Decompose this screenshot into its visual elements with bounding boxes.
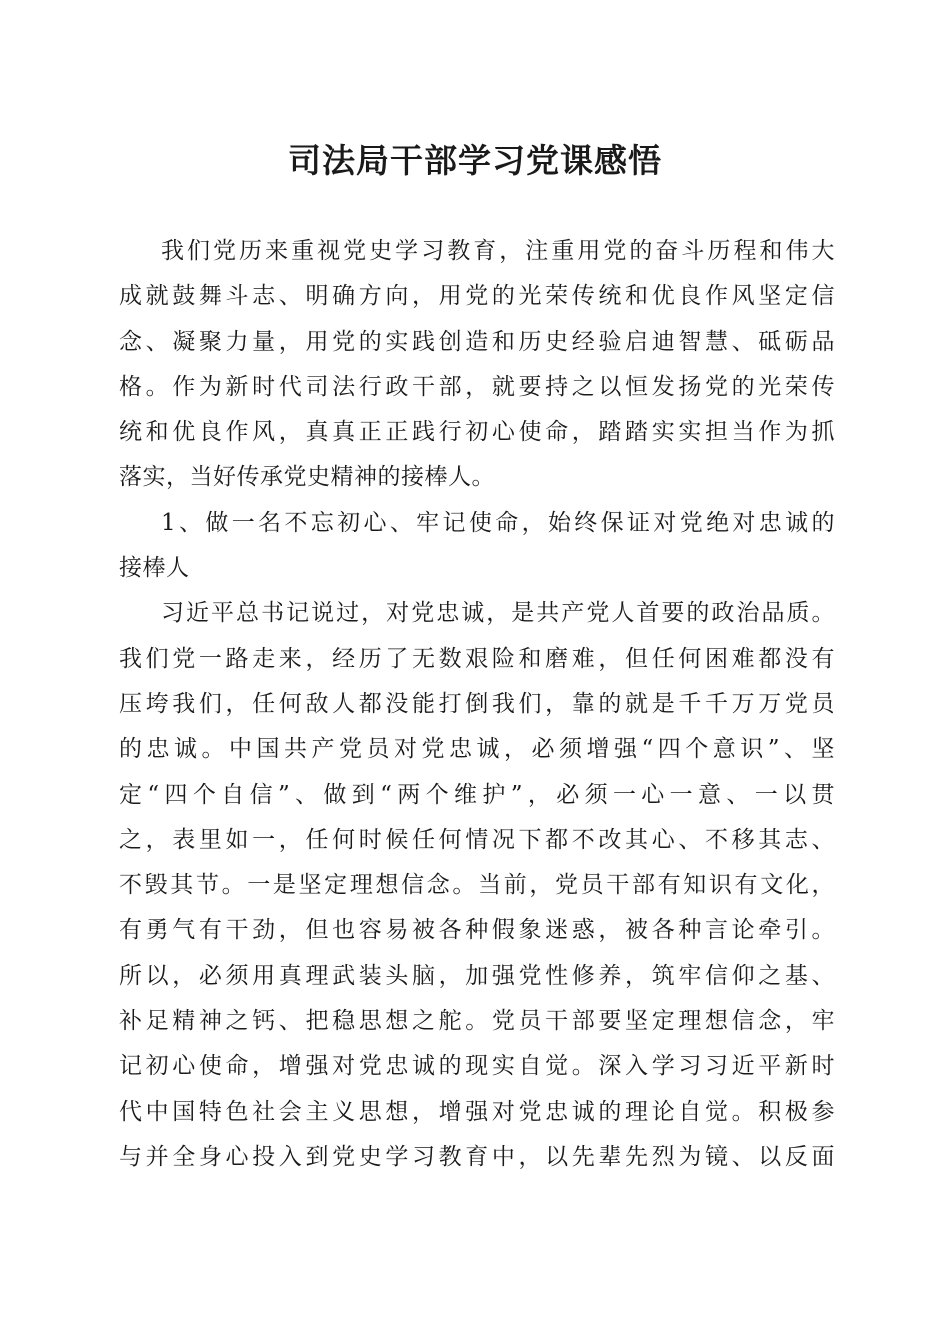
- paragraph-line: 记初心使命，增强对党忠诚的现实自觉。深入学习习近平新时: [119, 1053, 835, 1080]
- paragraph-line: 补足精神之钙、把稳思想之舵。党员干部要坚定理想信念，牢: [119, 1008, 835, 1035]
- document-body: [119, 229, 835, 1180]
- section-heading-line: 接棒人: [119, 555, 190, 582]
- paragraph-line: 统和优良作风，真真正正践行初心使命，踏踏实实担当作为抓: [119, 419, 835, 446]
- paragraph-line: 成就鼓舞斗志、明确方向，用党的光荣传统和优良作风坚定信: [119, 283, 835, 310]
- paragraph-line: 所以，必须用真理武装头脑，加强党性修养，筑牢信仰之基、: [119, 962, 835, 989]
- paragraph-line: 习近平总书记说过，对党忠诚，是共产党人首要的政治品质。: [161, 600, 835, 627]
- paragraph-line: 压垮我们，任何敌人都没能打倒我们，靠的就是千千万万党员: [119, 690, 835, 717]
- paragraph-line: 念、凝聚力量，用党的实践创造和历史经验启迪智慧、砥砺品: [119, 328, 835, 355]
- paragraph-line: 之，表里如一，任何时候任何情况下都不改其心、不移其志、: [119, 826, 835, 853]
- paragraph-line: 我们党一路走来，经历了无数艰险和磨难，但任何困难都没有: [119, 645, 835, 672]
- paragraph-line: 与并全身心投入到党史学习教育中，以先辈先烈为镜、以反面: [119, 1143, 835, 1170]
- paragraph-line: 不毁其节。一是坚定理想信念。当前，党员干部有知识有文化，: [119, 872, 835, 899]
- section-heading-line: 1、做一名不忘初心、牢记使命，始终保证对党绝对忠诚的: [161, 509, 835, 536]
- paragraph-line: 格。作为新时代司法行政干部，就要持之以恒发扬党的光荣传: [119, 373, 835, 400]
- paragraph-line: 落实，当好传承党史精神的接棒人。: [119, 464, 495, 491]
- paragraph-line: 我们党历来重视党史学习教育，注重用党的奋斗历程和伟大: [161, 238, 835, 264]
- paragraph-line: 代中国特色社会主义思想，增强对党忠诚的理论自觉。积极参: [119, 1098, 835, 1125]
- document-title: 司法局干部学习党课感悟: [288, 141, 662, 180]
- paragraph-line: 定“四个自信”、做到“两个维护”，必须一心一意、一以贯: [119, 781, 835, 808]
- paragraph-line: 的忠诚。中国共产党员对党忠诚，必须增强“四个意识”、坚: [119, 736, 835, 763]
- paragraph-line: 有勇气有干劲，但也容易被各种假象迷惑，被各种言论牵引。: [119, 917, 835, 944]
